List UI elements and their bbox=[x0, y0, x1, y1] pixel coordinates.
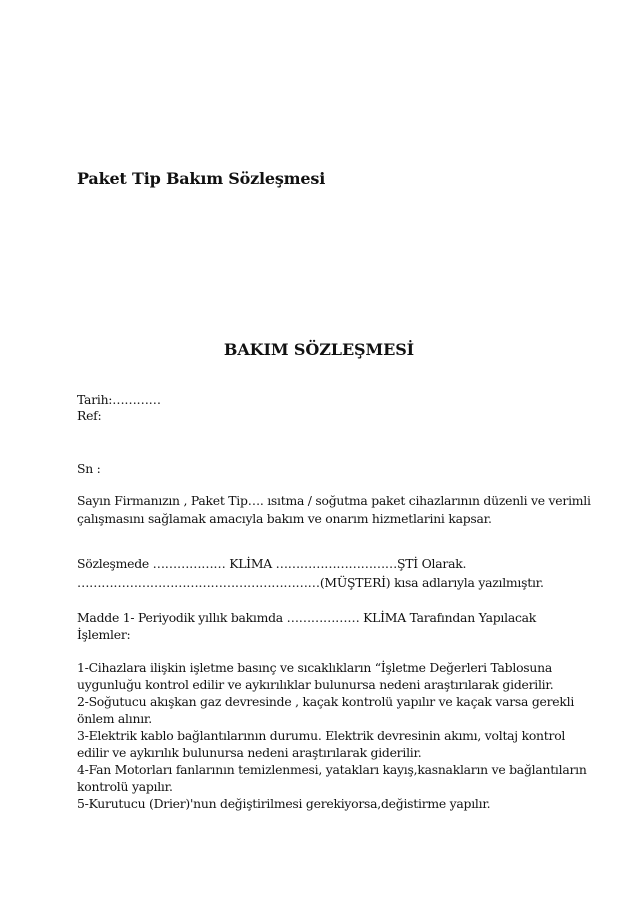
list-item-line: 3-Elektrik kablo bağlantılarının durumu. Elektrik devresinin akımı, voltaj kontrol bbox=[77, 728, 566, 743]
list-item-line: 5-Kurutucu (Drier)'nun değiştirilmesi gerekiyorsa,değistirme yapılır. bbox=[77, 796, 491, 811]
paragraph-line: çalışmasını sağlamak amacıyla bakım ve onarım hizmetlarini kapsar. bbox=[77, 511, 492, 526]
date-line: Tarih:………… bbox=[77, 392, 161, 407]
ref-line: Ref: bbox=[77, 408, 102, 423]
list-item-line: uygunluğu kontrol edilir ve aykırılıklar bulunursa nedeni araştırılarak giderilir. bbox=[77, 677, 554, 692]
list-item-line: önlem alınır. bbox=[77, 711, 152, 726]
list-item-line: edilir ve aykırılık bulunursa nedeni araştırılarak giderilir. bbox=[77, 745, 422, 760]
paragraph-line: Sayın Firmanızın , Paket Tip…. ısıtma / soğutma paket cihazlarının düzenli ve verimli bbox=[77, 493, 591, 508]
recipient-line: Sn : bbox=[77, 461, 101, 476]
list-item-line: 2-Soğutucu akışkan gaz devresinde , kaçak kontrolü yapılır ve kaçak varsa gerekli bbox=[77, 694, 575, 709]
contract-heading: BAKIM SÖZLEŞMESİ bbox=[223, 340, 415, 359]
paragraph-line: ……………………………………………………(MÜŞTERİ) kısa adlarıyla yazılmıştır. bbox=[77, 575, 544, 590]
article-title-line: İşlemler: bbox=[77, 627, 131, 642]
list-item-line: 4-Fan Motorları fanlarının temizlenmesi, yatakları kayış,kasnakların ve bağlantıların bbox=[77, 762, 587, 777]
document-title: Paket Tip Bakım Sözleşmesi bbox=[77, 169, 326, 188]
list-item-line: 1-Cihazlara ilişkin işletme basınç ve sıcaklıkların “İşletme Değerleri Tablosuna bbox=[77, 660, 552, 675]
paragraph-line: Sözleşmede ……………… KLİMA …………………………ŞTİ Olarak. bbox=[77, 556, 467, 571]
list-item-line: kontrolü yapılır. bbox=[77, 779, 173, 794]
article-title-line: Madde 1- Periyodik yıllık bakımda ……………… KLİMA Tarafından Yapılacak bbox=[77, 610, 537, 625]
